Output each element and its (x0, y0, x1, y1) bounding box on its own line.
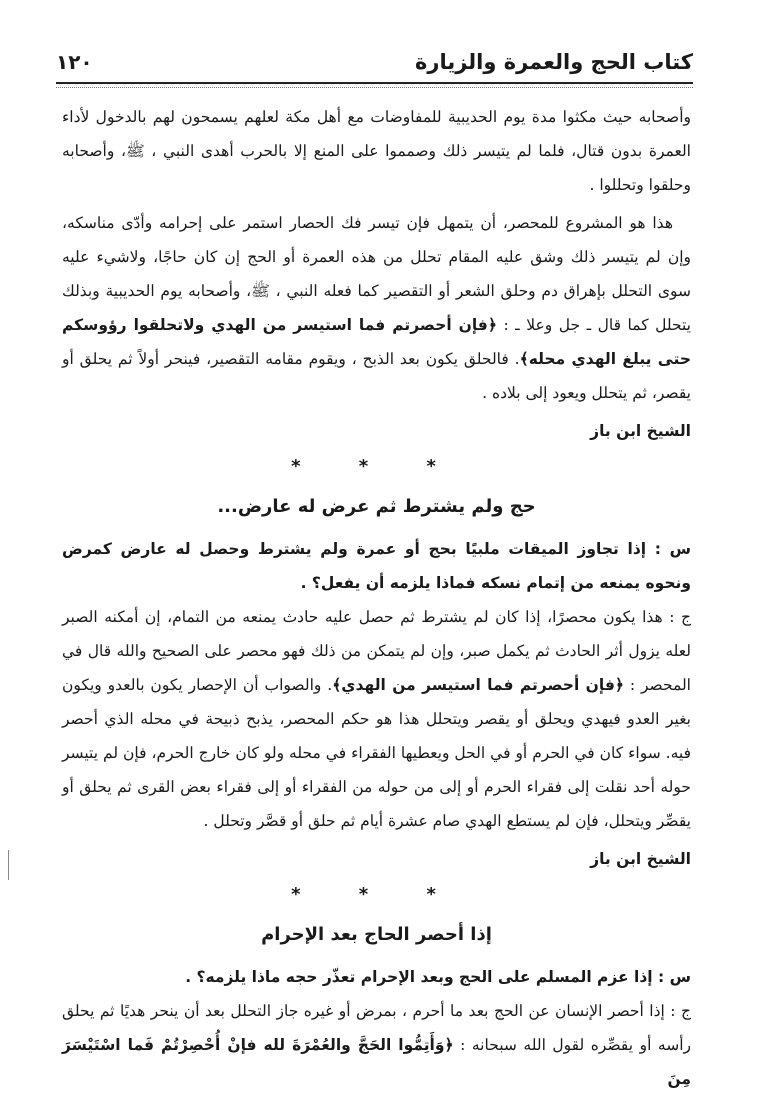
paragraph (62, 206, 691, 410)
answer-text: ج : إذا أحصر الإنسان عن الحج بعد ما أحرم ، بمرض أو غيره جاز التحلل بعد أن ينحر هديًا ثم يحلق رأسه أو يقصِّره لقول الله سبحانه : (62, 1002, 691, 1054)
paragraph-text: وأصحابه حيث مكثوا مدة يوم الحديبية للمفاوضات مع أهل مكة لعلهم يسمحون لهم بالدخول لأداء العمرة بدون قتال، فلما لم يتيسر ذلك وصمموا على المنع إلا بالحرب أهدى النبي ، ﷺ، وأصحابه وحلقوا وتحللوا . (62, 108, 691, 194)
answer-text: . والصواب أن الإحصار يكون بالعدو ويكون بغير العدو فيهدي ويحلق أو يقصر ويتحلل هذا هو حكم المحصر، يذبح ذبيحة في محله الذي أحصر فيه. سواء كان في الحرم أو في الحل ويعطيها الفقراء في محله ولو كان خارج الحرم، فإن لم يتيسر حوله أحد نقلت إلى فقراء الحرم أو إلى من حوله من الفقراء أو إلى فقراء بعض القرى ثم يحلق أو يقصِّر ويتحلل، فإن لم يستطع الهدي صام عشرة أيام ثم حلق أو قصَّر وتحلل . (62, 676, 691, 830)
page-number: ١٢٠ (56, 50, 93, 74)
margin-mark (8, 850, 9, 880)
header-rule (56, 82, 693, 84)
quran-verse: ﴿وَأَتِمُّوا الحَجَّ والعُمْرَةَ لله فإنْ أُحْصِرْتُمْ فَما اسْتَيْسَرَ مِنَ (62, 1036, 691, 1088)
quran-verse: ﴿فإن أحصرتم فما استيسر من الهدي﴾ (332, 676, 624, 694)
book-title: كتاب الحج والعمرة والزيارة (414, 50, 693, 74)
header-dotted-rule (56, 87, 693, 88)
answer (62, 994, 691, 1096)
quran-verse: ﴿فإن أحصرتم فما استيسر من الهدي ولاتحلقوا رؤوسكم حتى يبلغ الهدي محله﴾ (62, 316, 691, 368)
answer-text: ج : هذا يكون محصرًا، إذا كان لم يشترط ثم حصل عليه حادث يمنعه من التمام، إن أمكنه الصبر لعله يزول أثر الحادث ثم يكمل صبر، وإن لم يتمكن من ذلك فهو محصر على الصحيح والله قال في المحصر : (62, 608, 691, 694)
signature: الشيخ ابن باز (590, 850, 691, 868)
question: س : إذا عزم المسلم على الحج وبعد الإحرام تعذّر حجه ماذا يلزمه؟ . (185, 968, 691, 986)
paragraph (62, 100, 691, 202)
answer (62, 600, 691, 838)
section-separator: * * * (291, 456, 462, 477)
section-separator: * * * (291, 884, 462, 905)
section-heading: حج ولم يشترط ثم عرض له عارض... (217, 496, 536, 517)
signature: الشيخ ابن باز (590, 422, 691, 440)
question: س : إذا تجاوز الميقات ملبيًا بحج أو عمرة ولم يشترط وحصل له عارض كمرض ونحوه يمنعه من إتمام نسكه فماذا يلزمه أن يفعل؟ . (62, 540, 691, 592)
paragraph-text: . فالحلق يكون بعد الذبح ، ويقوم مقامه التقصير، فينحر أولاً ثم يحلق أو يقصر، ثم يتحلل ويعود إلى بلاده . (62, 350, 691, 402)
paragraph-text: هذا هو المشروع للمحصر، أن يتمهل فإن تيسر فك الحصار استمر على إحرامه وأدّى مناسكه، وإن لم يتيسر ذلك وشق عليه المقام تحلل من هذه العمرة أو الحج إن كان حاجًا، ولاشيء عليه سوى التحلل بإهراق دم وحلق الشعر أو التقصير كما فعله النبي ، ﷺ، وأصحابه يوم الحديبية وبذلك يتحلل كما قال ـ جل وعلا ـ : (62, 214, 691, 334)
section-heading: إذا أحصر الحاج بعد الإحرام (261, 924, 492, 945)
page-content (62, 100, 691, 1100)
page-header (56, 42, 693, 82)
